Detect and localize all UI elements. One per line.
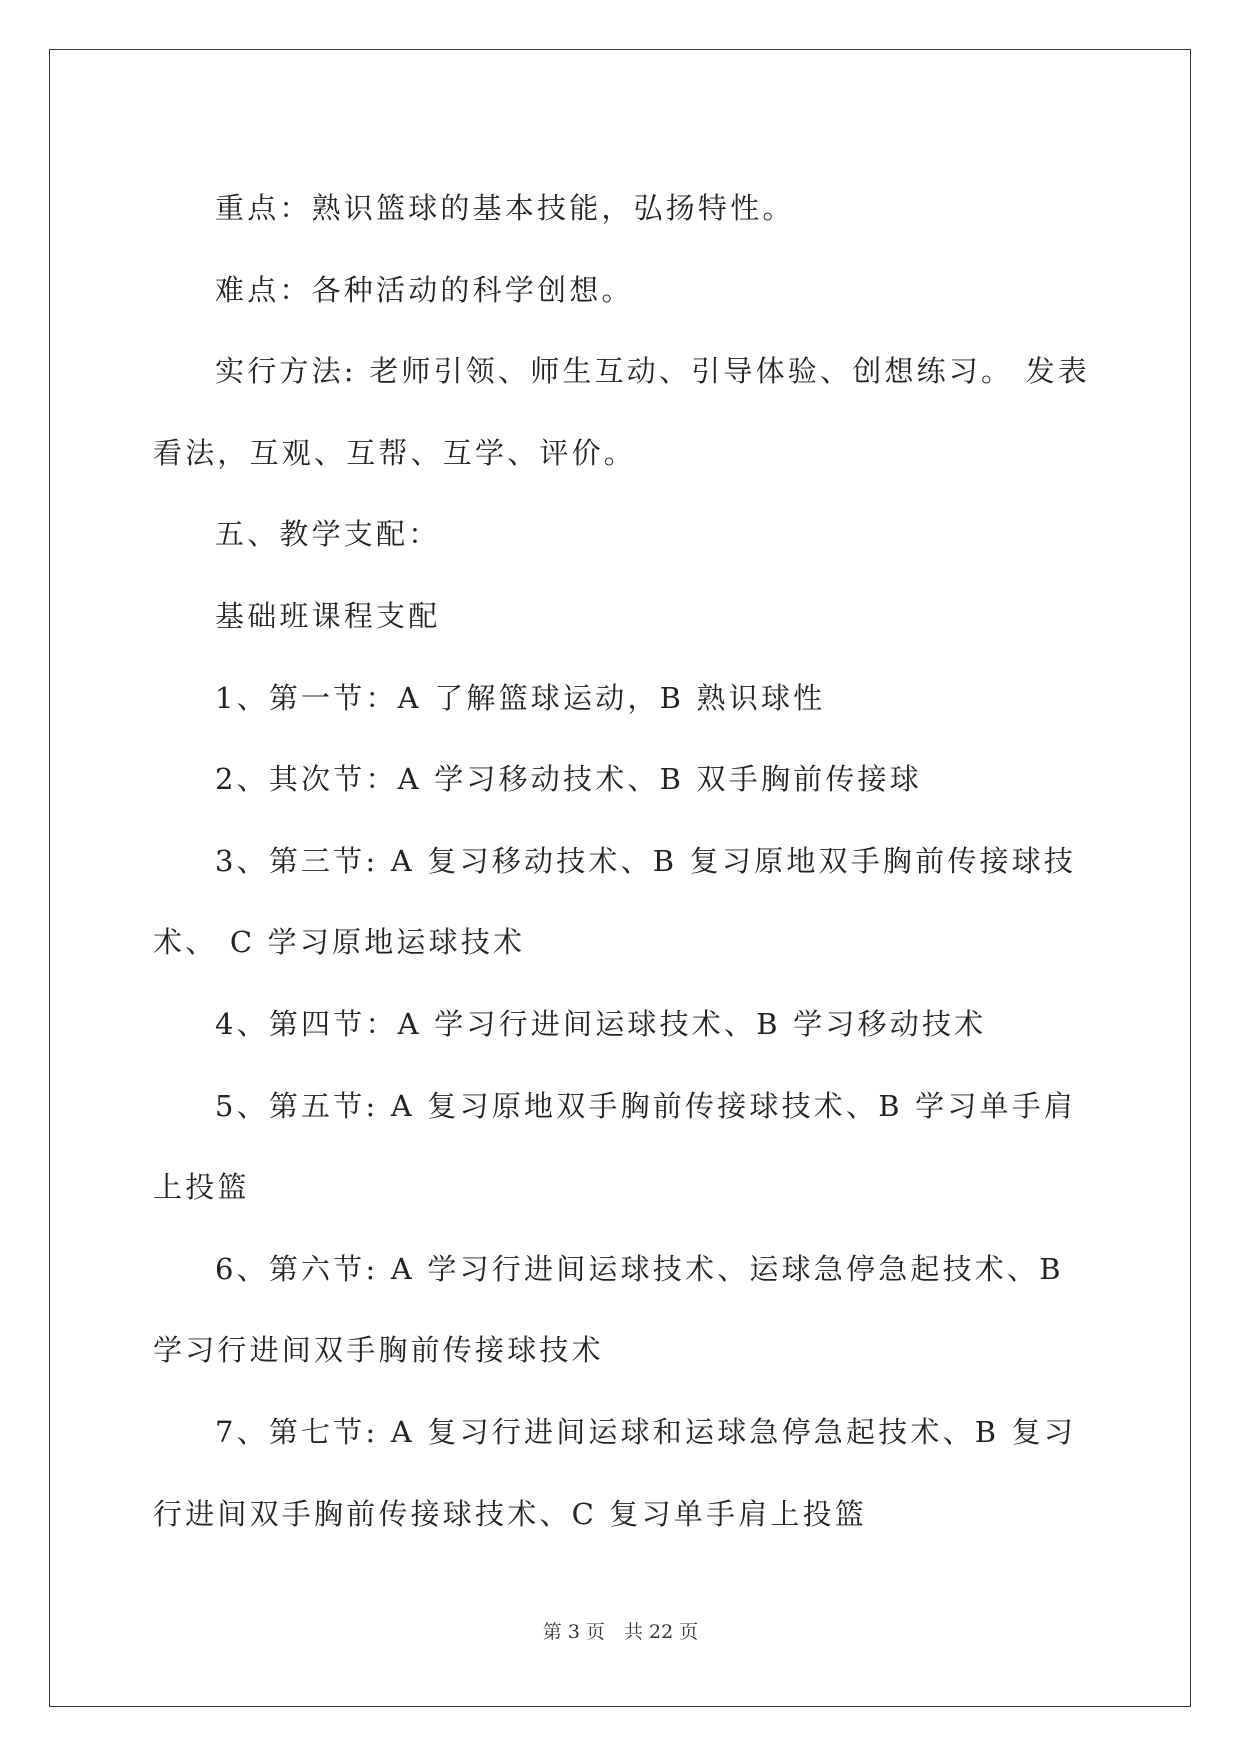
paragraph-difficulty: 难点：各种活动的科学创想。 (215, 272, 634, 307)
lesson-item-6: 6、第六节: A 学习行进间运球技术、运球急停急起技术、B 学习行进间双手胸前传接球技术 (153, 1251, 1064, 1368)
paragraph-section-heading: 五、教学支配： (215, 517, 441, 552)
lesson-item-4: 4、第四节：A 学习行进间运球技术、B 学习移动技术 (215, 1006, 987, 1041)
page-number-footer: 第 3 页 共 22 页 (542, 1621, 699, 1643)
lesson-item-7: 7、第七节: A 复习行进间运球和运球急停急起技术、B 复习行进间双手胸前传接球技术、C 复习单手肩上投篮 (153, 1414, 1077, 1531)
paragraph-course-title: 基础班课程支配 (215, 598, 441, 633)
lesson-item-1: 1、第一节：A 了解篮球运动，B 熟识球性 (215, 680, 826, 715)
lesson-item-3: 3、第三节: A 复习移动技术、B 复习原地双手胸前传接球技术、 C 学习原地运球技术 (153, 843, 1077, 960)
lesson-item-5: 5、第五节: A 复习原地双手胸前传接球技术、B 学习单手肩上投篮 (153, 1088, 1077, 1205)
document-body (153, 168, 1105, 1555)
paragraph-method: 实行方法: 老师引领、师生互动、引导体验、创想练习。 发表看法，互观、互帮、互学、评价。 (153, 354, 1091, 470)
lesson-item-2: 2、其次节：A 学习移动技术、B 双手胸前传接球 (215, 762, 922, 797)
paragraph-key-point: 重点：熟识篮球的基本技能，弘扬特性。 (215, 191, 795, 225)
